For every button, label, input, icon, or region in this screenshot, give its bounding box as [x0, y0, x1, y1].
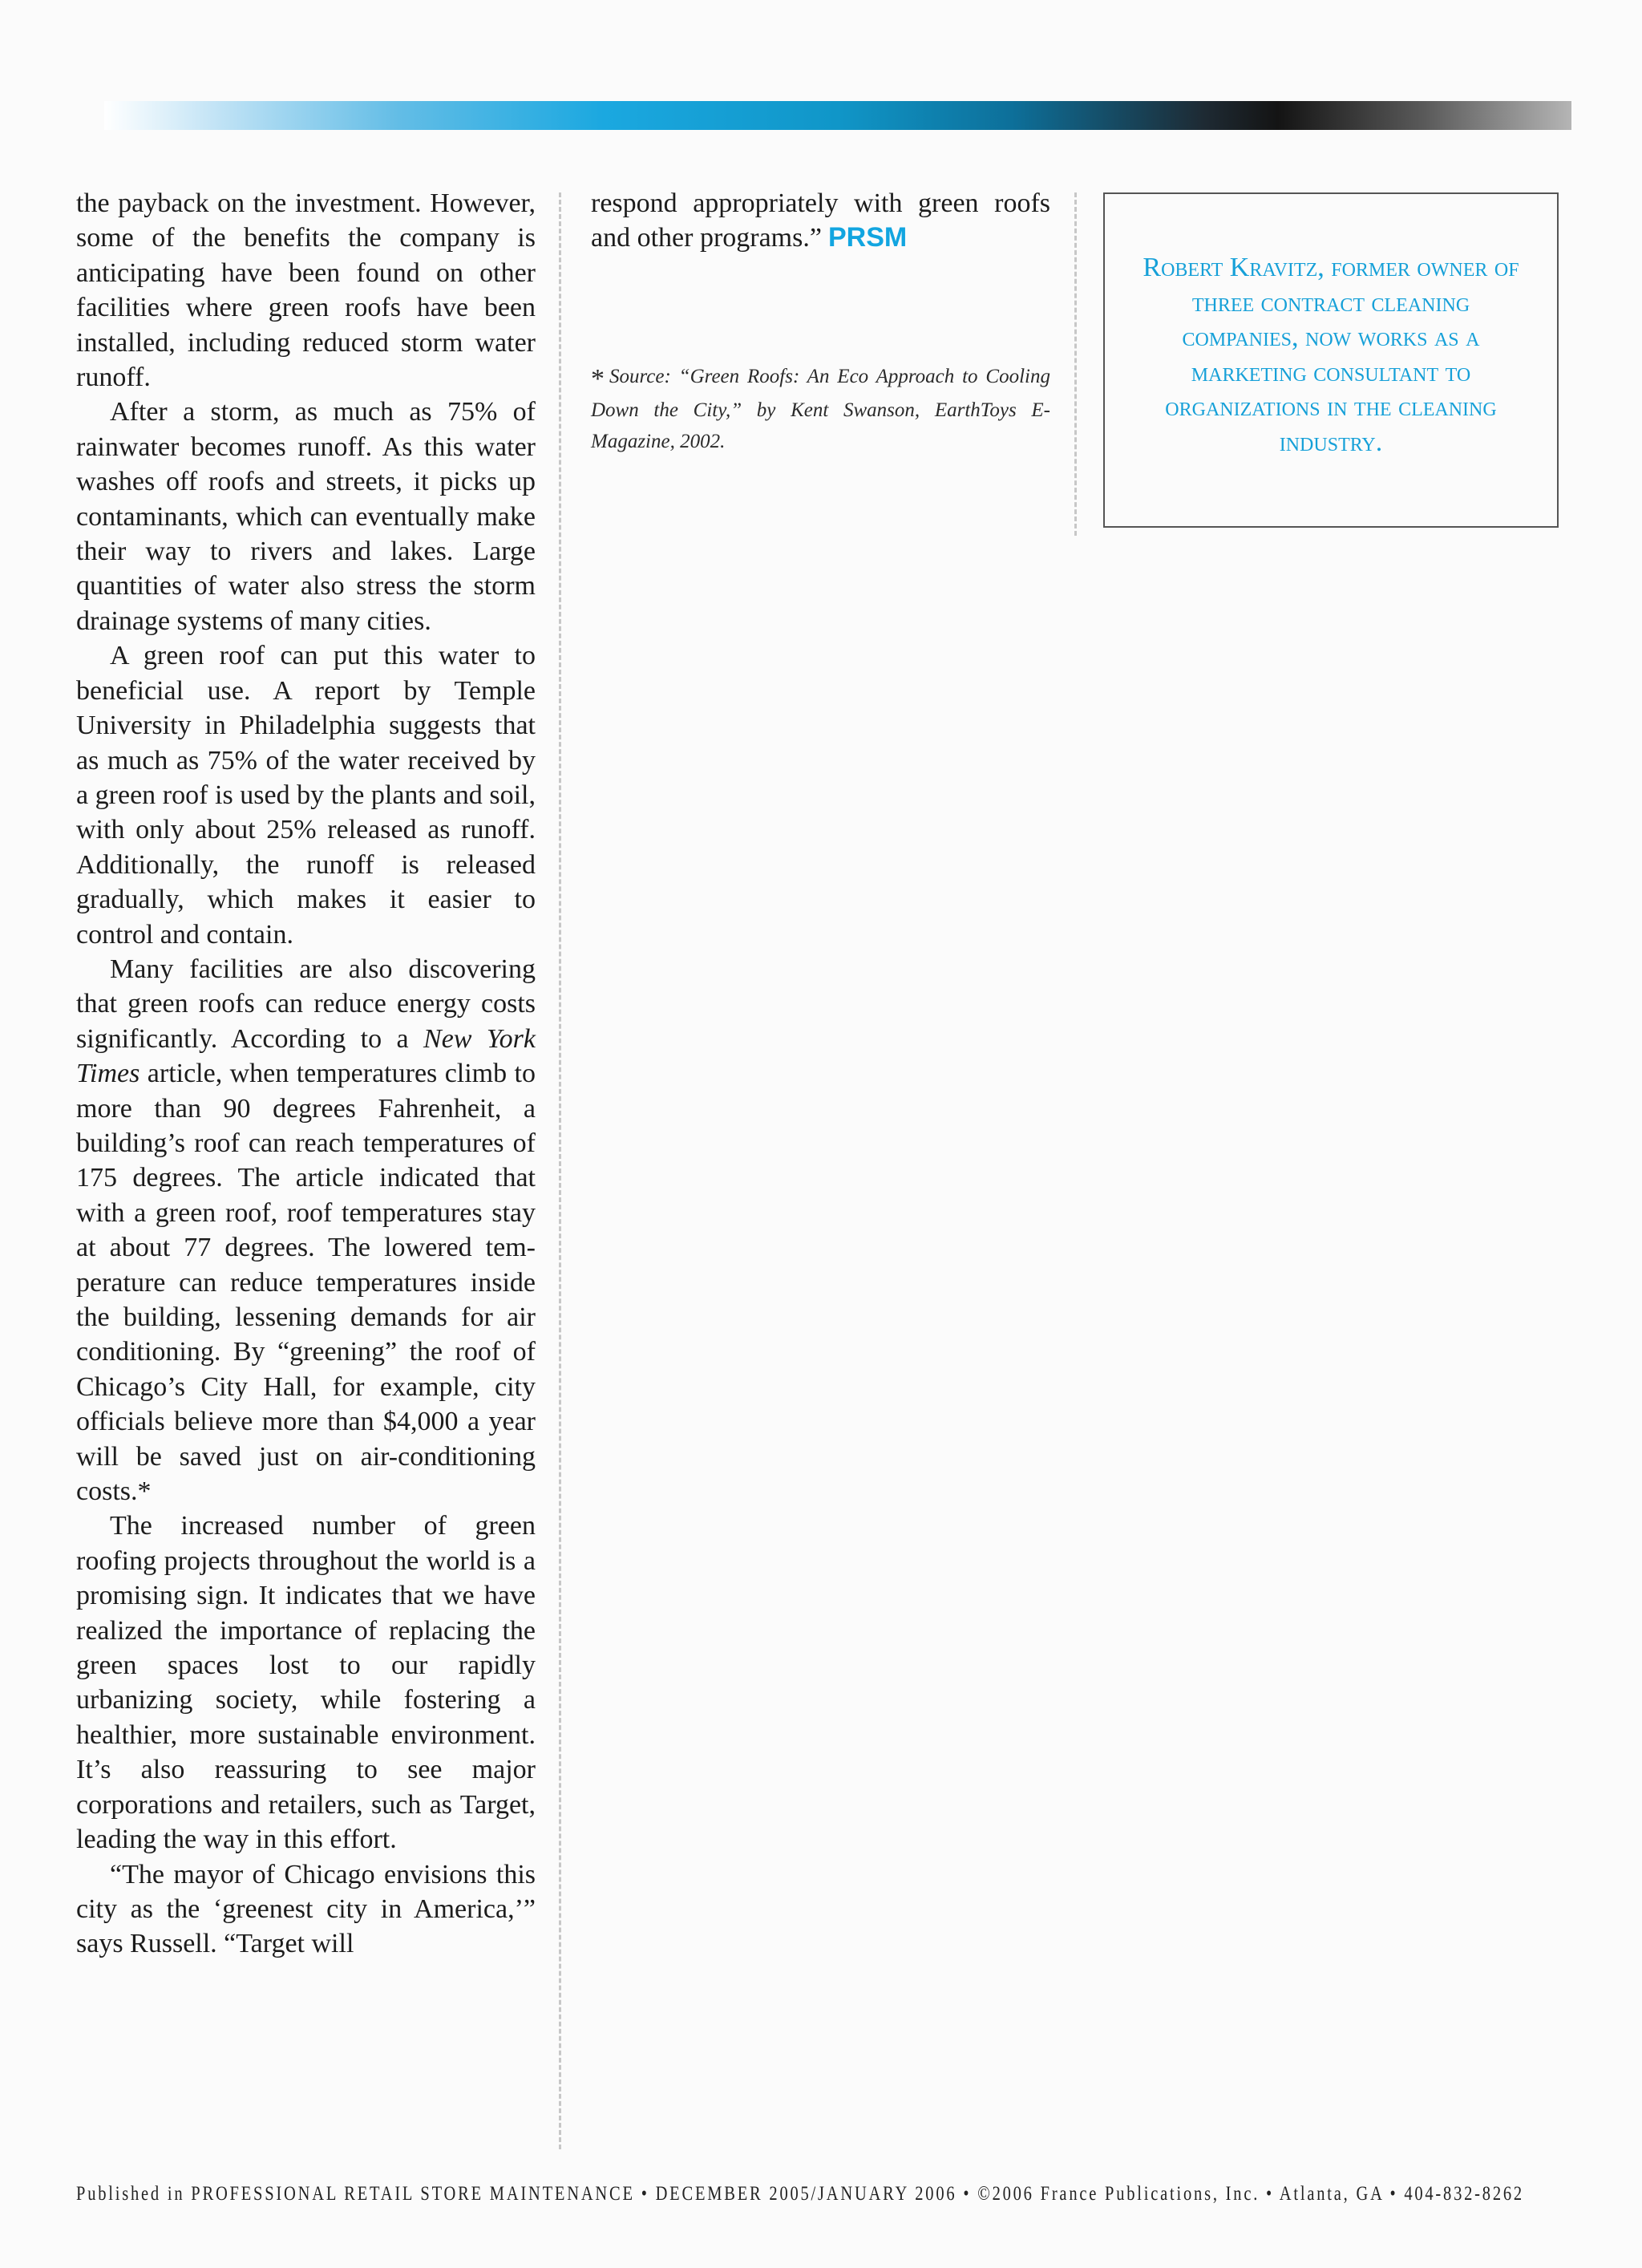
- paragraph-text: respond appropriately with green roofs and other programs.”: [591, 188, 1050, 253]
- header-gradient-bar: [104, 101, 1571, 130]
- article-column-2: [591, 186, 1050, 256]
- author-bio-text: Robert Kravitz, former owner of three contract cleaning companies, now works as a marketing consultant to organizations in the cleaning industry.: [1143, 253, 1519, 457]
- article-column-1: [76, 186, 536, 1962]
- paragraph: The increased number of green roofing projects throughout the world is a promising sign. It indicates that we have realized the importance of replacing the green spaces lost to our rapidly urbanizing society, while fostering a healthier, more sustainable environment. It’s also reassuring to see major corporations and retailers, such as Target, leading the way in this effort.: [76, 1511, 536, 1855]
- publication-title: New York Times: [76, 1023, 536, 1089]
- publication-footer: Published in PROFESSIONAL RETAIL STORE MAINTENANCE • DECEMBER 2005/JANUARY 2006 • ©2006 France Publications, Inc. • Atlanta, GA • 404-832-8262: [76, 2183, 1524, 2205]
- author-bio-box: [1103, 192, 1559, 528]
- footnote-text: Source: “Green Roofs: An Eco Approach to Cooling Down the City,” by Kent Swanson, EarthToys E-Magazine, 2002.: [591, 366, 1050, 452]
- footnote-marker: *: [591, 364, 605, 394]
- footnote: [591, 361, 1050, 457]
- paragraph: “The mayor of Chicago envisions this city as the ‘greenest city in America,’” says Russell. “Target will: [76, 1859, 536, 1959]
- prsm-sign-off: PRSM: [827, 222, 908, 253]
- paragraph: A green roof can put this water to beneficial use. A report by Temple University in Philadelphia suggests that as much as 75% of the water received by a green roof is used by the plants and soil, with only about 25% released as runoff. Additionally, the runoff is released gradually, which makes it easier to control and contain.: [76, 641, 536, 950]
- paragraph: After a storm, as much as 75% of rainwater becomes runoff. As this water washes off roofs and streets, it picks up contaminants, which can eventually make their way to rivers and lakes. Large quantities of water also stress the storm drainage systems of many cities.: [76, 397, 536, 636]
- paragraph: the payback on the investment. However, some of the benefits the company is anticipating have been found on other facilities where green roofs have been installed, including reduced storm water runoff.: [76, 188, 536, 393]
- paragraph-nyt: [76, 952, 536, 1509]
- paragraph-end: [591, 186, 1050, 256]
- column-divider: [1074, 192, 1077, 536]
- paragraph-text: Many facilities are also discovering that green roofs can reduce energy costs significantly. According to a: [76, 954, 536, 1054]
- column-divider: [559, 192, 561, 2149]
- paragraph-text: article, when temperatures climb to more than 90 degrees Fahrenheit, a building’s roof can reach temperatures of 175 degrees. The article indicated that with a green roof, roof temperatures stay at about 77 degrees. The lowered temperature can reduce temperatures inside the building, lessening demands for air conditioning. By “greening” the roof of Chicago’s City Hall, for example, city officials believe more than $4,000 a year will be saved just on air-conditioning costs.*: [76, 1059, 536, 1507]
